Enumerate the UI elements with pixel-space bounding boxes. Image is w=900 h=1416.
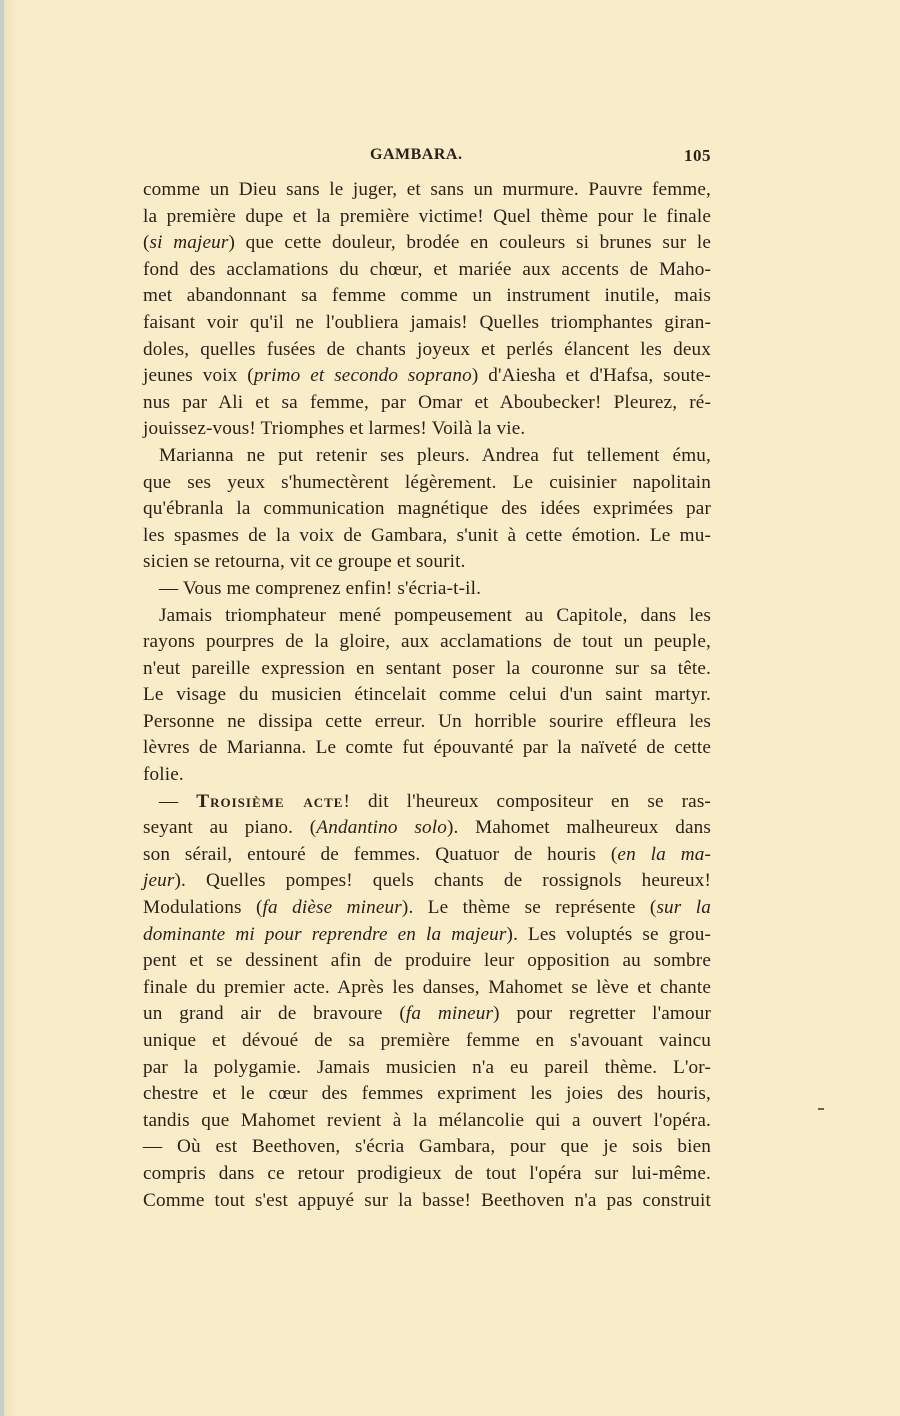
text-run: ) d'Aiesha et d'Hafsa, soute-: [471, 365, 711, 387]
text-line: [143, 842, 711, 869]
text-line: [143, 523, 711, 550]
text-line: [143, 177, 711, 204]
margin-mark: [818, 1108, 824, 1110]
text-run: Personne ne dissipa cette erreur. Un horrible sourire effleura les: [143, 710, 711, 732]
text-run: les spasmes de la voix de Gambara, s'unit à cette émotion. Le mu-: [143, 524, 711, 546]
text-line: [143, 629, 711, 656]
text-line: [143, 682, 711, 709]
text-run: sicien se retourna, vit ce groupe et sourit.: [143, 551, 466, 573]
page-number: 105: [684, 146, 711, 165]
text-line: [143, 789, 711, 816]
text-line: [143, 975, 711, 1002]
italic-run: primo et secondo soprano: [253, 365, 472, 387]
text-line: [143, 1055, 711, 1082]
text-run: Modulations (: [143, 897, 263, 919]
italic-run: en la ma-: [617, 843, 711, 865]
text-line: [143, 257, 711, 284]
text-line: [143, 948, 711, 975]
text-run: jouissez-vous! Triomphes et larmes! Voilà la vie.: [143, 418, 526, 440]
text-line: [143, 470, 711, 497]
text-run: — Vous me comprenez enfin! s'écria-t-il.: [159, 577, 482, 599]
running-head: [143, 146, 711, 170]
text-run: finale du premier acte. Après les danses, Mahomet se lève et chante: [143, 976, 711, 998]
text-run: son sérail, entouré de femmes. Quatuor de houris (: [143, 843, 618, 865]
text-run: ). Le thème se représente (: [401, 897, 657, 919]
running-title: GAMBARA.: [370, 146, 463, 163]
text-run: Comme tout s'est appuyé sur la basse! Beethoven n'a pas construit: [143, 1189, 711, 1211]
text-line: [143, 549, 711, 576]
italic-run: fa mineur: [405, 1003, 494, 1025]
text-run: qu'ébranla la communication magnétique des idées exprimées par: [143, 498, 711, 520]
text-run: seyant au piano. (: [143, 817, 317, 839]
text-run: lèvres de Marianna. Le comte fut épouvanté par la naïveté de cette: [143, 737, 711, 759]
text-run: doles, quelles fusées de chants joyeux et perlés élancent les deux: [143, 338, 711, 360]
text-line: [143, 815, 711, 842]
text-line: [143, 922, 711, 949]
text-run: folie.: [143, 764, 184, 786]
italic-run: jeur: [143, 870, 175, 892]
text-run: comme un Dieu sans le juger, et sans un murmure. Pauvre femme,: [143, 179, 711, 200]
italic-run: sur la: [656, 897, 711, 919]
text-run: tandis que Mahomet revient à la mélancolie qui a ouvert l'opéra.: [143, 1109, 711, 1131]
text-line: [143, 416, 711, 443]
text-run: compris dans ce retour prodigieux de tout l'opéra sur lui-même.: [143, 1162, 711, 1184]
text-run: ). Mahomet malheureux dans: [446, 817, 711, 839]
text-line: [143, 204, 711, 231]
text-line: [143, 762, 711, 789]
text-run: par la polygamie. Jamais musicien n'a eu pareil thème. L'or-: [143, 1056, 711, 1078]
small-caps-run: Troisième acte: [196, 790, 344, 812]
text-run: nus par Ali et sa femme, par Omar et Aboubecker! Pleurez, ré-: [143, 391, 711, 413]
text-run: chestre et le cœur des femmes expriment les joies des houris,: [143, 1083, 711, 1105]
text-run: Jamais triomphateur mené pompeusement au Capitole, dans les: [159, 604, 711, 626]
text-run: (: [143, 232, 150, 254]
text-run: faisant voir qu'il ne l'oubliera jamais! Quelles triomphantes giran-: [143, 311, 711, 333]
text-line: [143, 1134, 711, 1161]
text-line: [143, 283, 711, 310]
text-line: [143, 1161, 711, 1188]
text-run: que ses yeux s'humectèrent légèrement. Le cuisinier napolitain: [143, 471, 711, 493]
text-run: Marianna ne put retenir ses pleurs. Andrea fut tellement ému,: [159, 444, 711, 466]
text-line: [143, 868, 711, 895]
body-text: [143, 177, 711, 1214]
text-line: [143, 576, 711, 603]
italic-run: si majeur: [149, 232, 229, 254]
text-run: ). Quelles pompes! quels chants de rossignols heureux!: [174, 870, 711, 892]
text-run: rayons pourpres de la gloire, aux acclamations de tout un peuple,: [143, 631, 711, 653]
text-line: [143, 337, 711, 364]
italic-run: dominante mi pour reprendre en la majeur: [143, 923, 507, 945]
page-gutter-shade: [4, 0, 18, 1416]
italic-run: fa dièse mineur: [262, 897, 402, 919]
text-line: [143, 1108, 711, 1135]
text-run: unique et dévoué de sa première femme en s'avouant vaincu: [143, 1030, 711, 1051]
text-line: [143, 1028, 711, 1055]
text-run: Le visage du musicien étincelait comme celui d'un saint martyr.: [143, 684, 711, 706]
text-run: jeunes voix (: [143, 365, 254, 387]
text-line: [143, 603, 711, 630]
text-line: [143, 310, 711, 337]
text-line: [143, 1001, 711, 1028]
text-line: [143, 363, 711, 390]
text-line: [143, 390, 711, 417]
text-run: ! dit l'heureux compositeur en se ras-: [343, 790, 711, 812]
text-run: un grand air de bravoure (: [143, 1003, 406, 1025]
text-line: [143, 1188, 711, 1215]
italic-run: Andantino solo: [316, 817, 447, 839]
text-line: [143, 496, 711, 523]
text-line: [143, 656, 711, 683]
text-run: met abandonnant sa femme comme un instrument inutile, mais: [143, 285, 711, 307]
text-line: [143, 895, 711, 922]
text-line: [143, 230, 711, 257]
text-run: ) que cette douleur, brodée en couleurs si brunes sur le: [228, 232, 711, 254]
text-run: n'eut pareille expression en sentant poser la couronne sur sa tête.: [143, 657, 711, 679]
text-run: —: [159, 790, 197, 812]
text-run: la première dupe et la première victime! Quel thème pour le finale: [143, 205, 711, 227]
text-line: [143, 735, 711, 762]
text-line: [143, 443, 711, 470]
text-line: [143, 1081, 711, 1108]
text-run: ). Les voluptés se grou-: [506, 923, 711, 945]
text-run: fond des acclamations du chœur, et mariée aux accents de Maho-: [143, 258, 711, 280]
text-line: [143, 709, 711, 736]
text-run: pent et se dessinent afin de produire leur opposition au sombre: [143, 950, 711, 972]
text-run: — Où est Beethoven, s'écria Gambara, pour que je sois bien: [143, 1136, 711, 1158]
text-run: ) pour regretter l'amour: [493, 1003, 711, 1025]
